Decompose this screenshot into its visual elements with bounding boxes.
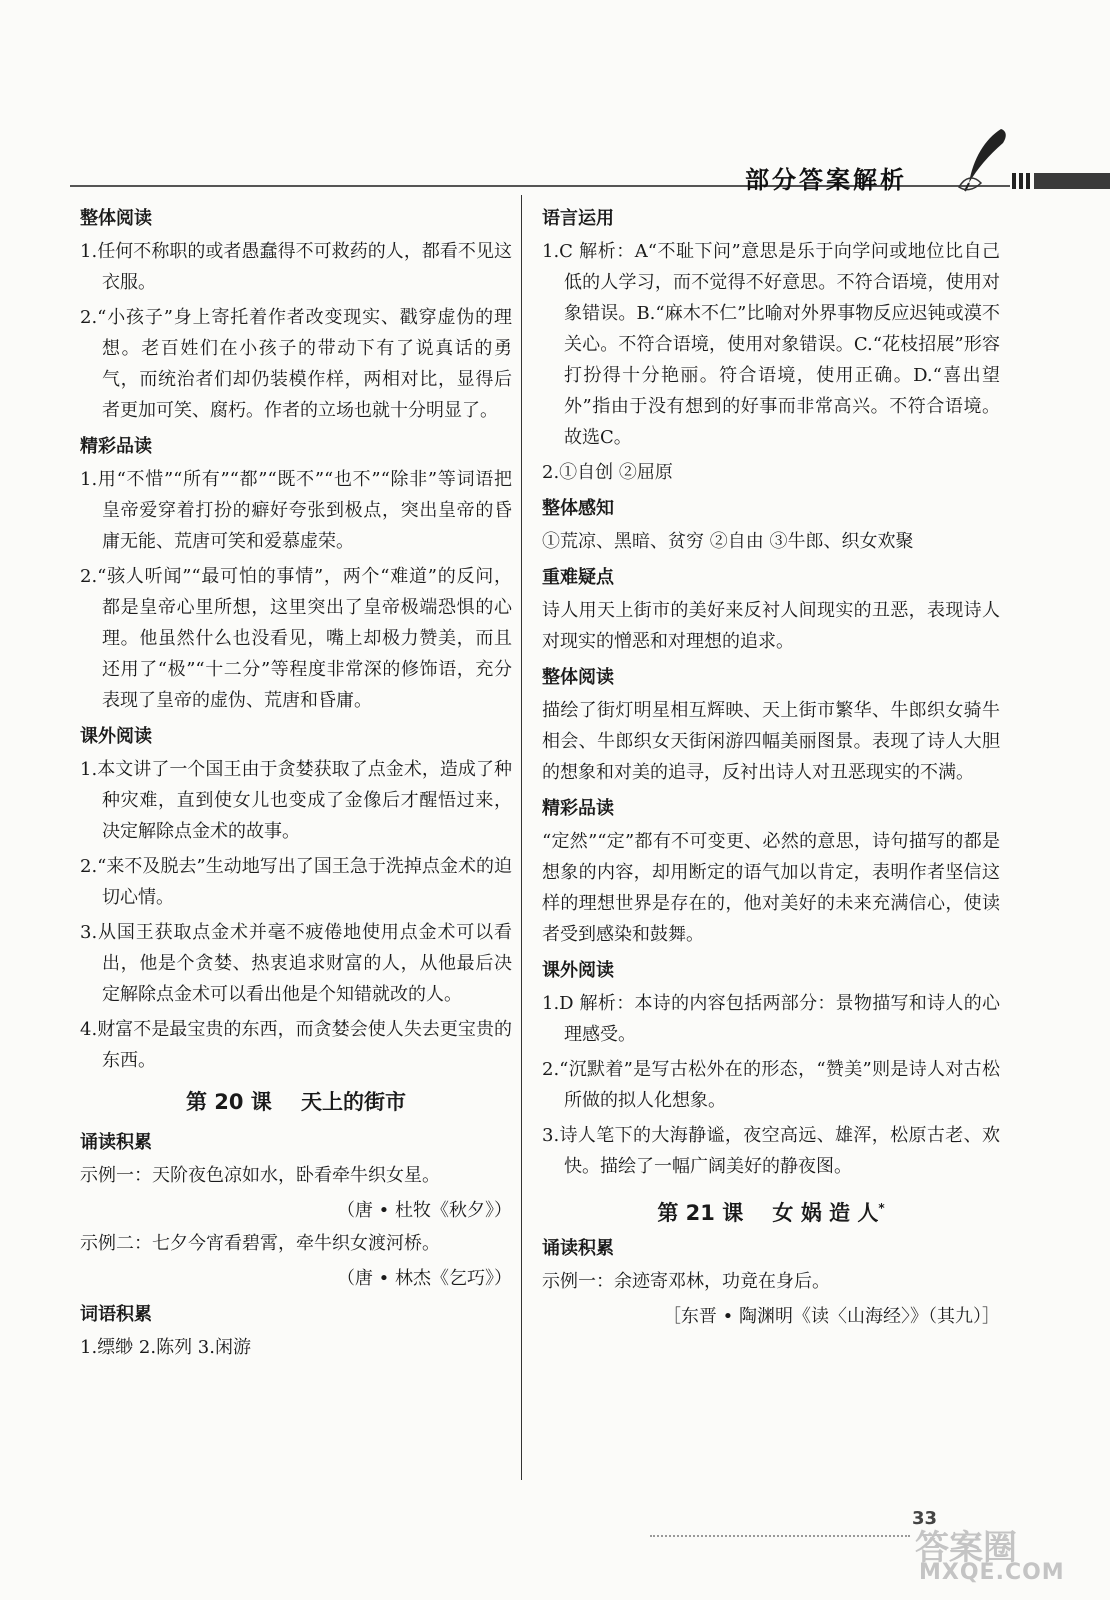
column-divider: [521, 195, 522, 1480]
section-heading: 整体阅读: [80, 208, 152, 229]
section-heading: 诵读积累: [542, 1238, 614, 1259]
header-title: 部分答案解析: [745, 166, 907, 194]
answer-text: 描绘了街灯明星相互辉映、天上街市繁华、牛郎织女骑牛相会、牛郎织女天街闲游四幅美丽图景。表现了诗人大胆的想象和对美的追寻，反衬出诗人对丑恶现实的不满。: [542, 700, 1000, 783]
section-heading: 诵读积累: [80, 1132, 152, 1153]
section-heading: 词语积累: [80, 1304, 152, 1325]
footer-dotted-rule: [650, 1535, 910, 1537]
poem-source: （唐 • 杜牧《秋夕》）: [336, 1200, 512, 1221]
poem-source: （唐 • 林杰《乞巧》）: [336, 1268, 512, 1289]
lesson-title-text: 第 21 课 女 娲 造 人: [657, 1201, 879, 1225]
lesson-title: [542, 1188, 1000, 1228]
section-heading: 重难疑点: [542, 567, 614, 588]
answer-text: 诗人用天上街市的美好来反衬人间现实的丑恶，表现诗人对现实的憎恶和对理想的追求。: [542, 600, 1000, 652]
section-heading: 语言运用: [542, 208, 614, 229]
answer-item: 4.财富不是最宝贵的东西，而贪婪会使人失去更宝贵的东西。: [80, 1019, 512, 1071]
watermark-url: MXQE.COM: [919, 1560, 1065, 1585]
right-column: [542, 198, 1000, 1334]
feather-pen-icon: [955, 125, 1015, 195]
lesson-title: 第 20 课 天上的街市: [185, 1090, 407, 1114]
page-number: 33: [912, 1508, 938, 1529]
answer-text: ①荒凉、黑暗、贫穷 ②自由 ③牛郎、织女欢聚: [542, 531, 914, 552]
answer-item: 3.从国王获取点金术并毫不疲倦地使用点金术可以看出，他是个贪婪、热衷追求财富的人，从他最后决定解除点金术可以看出他是个知错就改的人。: [80, 922, 512, 1005]
poem-example: 示例一：天阶夜色凉如水，卧看牵牛织女星。: [80, 1165, 440, 1186]
watermark-logo: [915, 1520, 1095, 1590]
answer-item: 1.本文讲了一个国王由于贪婪获取了点金术，造成了种种灾难，直到使女儿也变成了金像后才醒悟过来，决定解除点金术的故事。: [80, 759, 512, 842]
header-bars-decoration: [1012, 170, 1110, 192]
answer-text: “定然”“定”都有不可变更、必然的意思，诗句描写的都是想象的内容，却用断定的语气加以肯定，表明作者坚信这样的理想世界是存在的，他对美好的未来充满信心，使读者受到感染和鼓舞。: [542, 831, 1000, 945]
answer-item: 2.①自创 ②屈原: [542, 462, 673, 483]
answer-item: 1.缥缈 2.陈列 3.闲游: [80, 1337, 251, 1358]
section-heading: 精彩品读: [80, 436, 152, 457]
poem-source: ［东晋 • 陶渊明《读〈山海经〉》（其九）］: [662, 1306, 1000, 1327]
section-heading: 整体阅读: [542, 667, 614, 688]
answer-item: 2.“沉默着”是写古松外在的形态，“赞美”则是诗人对古松所做的拟人化想象。: [542, 1059, 1000, 1111]
answer-item: 1.任何不称职的或者愚蠢得不可救药的人，都看不见这衣服。: [80, 241, 512, 293]
answer-item: 1.D 解析：本诗的内容包括两部分：景物描写和诗人的心理感受。: [542, 993, 1000, 1045]
left-column: [80, 198, 512, 1367]
answer-item: 3.诗人笔下的大海静谧，夜空高远、雄浑，松原古老、欢快。描绘了一幅广阔美好的静夜图。: [542, 1125, 1000, 1177]
answer-item: 2.“来不及脱去”生动地写出了国王急于洗掉点金术的迫切心情。: [80, 856, 512, 908]
section-heading: 课外阅读: [80, 726, 152, 747]
poem-example: 示例二：七夕今宵看碧霄，牵牛织女渡河桥。: [80, 1233, 440, 1254]
section-heading: 整体感知: [542, 498, 614, 519]
page-header: [0, 0, 1110, 200]
section-heading: 课外阅读: [542, 960, 614, 981]
lesson-title-mark: *: [878, 1201, 885, 1215]
answer-item: 2.“骇人听闻”“最可怕的事情”，两个“难道”的反问，都是皇帝心里所想，这里突出了皇帝极端恐惧的心理。他虽然什么也没看见，嘴上却极力赞美，而且还用了“极”“十二分”等程度非常深的修饰语，充分表现了皇帝的虚伪、荒唐和昏庸。: [80, 566, 512, 711]
answer-item: 1.C 解析：A“不耻下问”意思是乐于向学问或地位比自己低的人学习，而不觉得不好意思。不符合语境，使用对象错误。B.“麻木不仁”比喻对外界事物反应迟钝或漠不关心。不符合语境，使用对象错误。C.“花枝招展”形容打扮得十分艳丽。符合语境，使用正确。D.“喜出望外”指由于没有想到的好事而非常高兴。不符合语境。故选C。: [542, 241, 1000, 448]
section-heading: 精彩品读: [542, 798, 614, 819]
poem-example: 示例一：余迹寄邓林，功竟在身后。: [542, 1271, 830, 1292]
answer-item: 1.用“不惜”“所有”“都”“既不”“也不”“除非”等词语把皇帝爱穿着打扮的癖好夸张到极点，突出皇帝的昏庸无能、荒唐可笑和爱慕虚荣。: [80, 469, 512, 552]
watermark-text: 答案圈: [915, 1528, 1017, 1568]
answer-item: 2.“小孩子”身上寄托着作者改变现实、戳穿虚伪的理想。老百姓们在小孩子的带动下有了说真话的勇气，而统治者们却仍装模作样，两相对比，显得后者更加可笑、腐朽。作者的立场也就十分明显了。: [80, 307, 512, 421]
